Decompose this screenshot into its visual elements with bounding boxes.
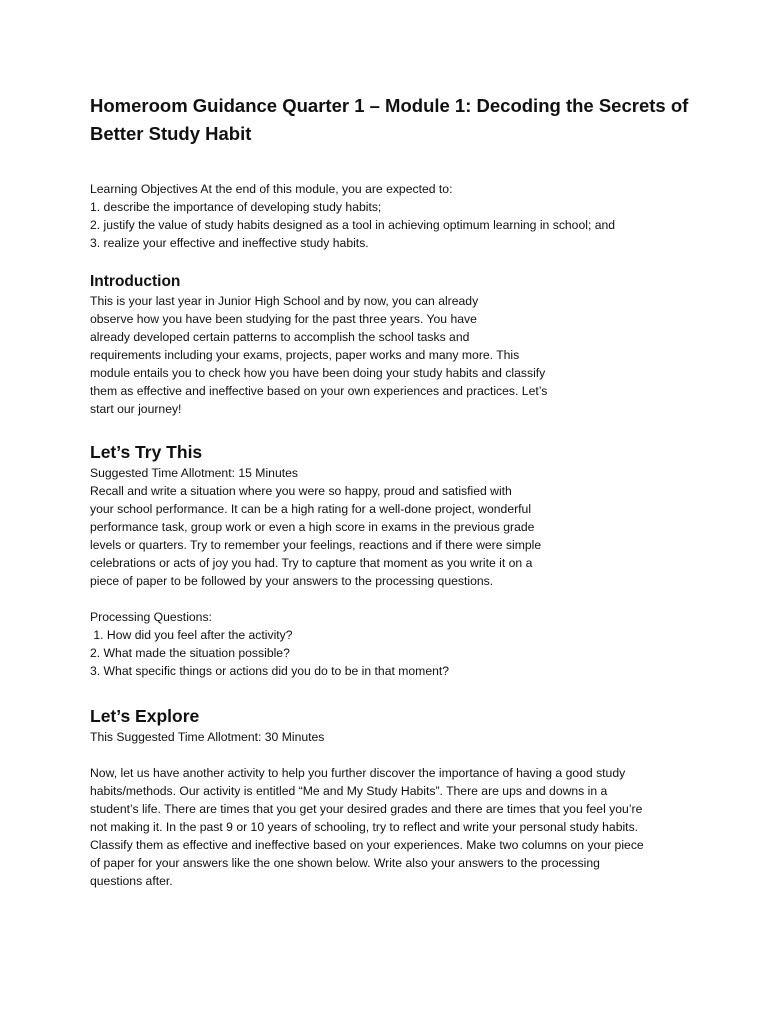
objective-item: 3. realize your effective and ineffective study habits. <box>90 236 369 250</box>
title-line: Homeroom Guidance Quarter 1 – Module 1: Decoding the Secrets of <box>90 95 689 116</box>
paragraph-line: already developed certain patterns to accomplish the school tasks and <box>90 330 470 344</box>
paragraph-line: habits/methods. Our activity is entitled “Me and My Study Habits”. There are ups and downs in a <box>90 784 608 798</box>
paragraph-line: questions after. <box>90 874 173 888</box>
lets-explore-body <box>90 764 730 890</box>
paragraph-line: start our journey! <box>90 402 182 416</box>
processing-heading: Processing Questions: <box>90 610 212 624</box>
document-title <box>90 92 730 148</box>
paragraph-line: piece of paper to be followed by your answers to the processing questions. <box>90 574 494 588</box>
document-page <box>90 92 730 890</box>
title-line: Better Study Habit <box>90 123 252 144</box>
question-item: 2. What made the situation possible? <box>90 646 290 660</box>
paragraph-line: requirements including your exams, projects, paper works and many more. This <box>90 348 520 362</box>
processing-questions <box>90 608 730 680</box>
lets-try-heading: Let’s Try This <box>90 442 203 462</box>
lets-try-body <box>90 464 730 590</box>
time-allotment: Suggested Time Allotment: 15 Minutes <box>90 466 298 480</box>
paragraph-line: your school performance. It can be a high rating for a well-done project, wonderful <box>90 502 532 516</box>
paragraph-line: levels or quarters. Try to remember your feelings, reactions and if there were simple <box>90 538 542 552</box>
lets-explore-heading: Let’s Explore <box>90 706 200 726</box>
paragraph-line: celebrations or acts of joy you had. Try to capture that moment as you write it on a <box>90 556 533 570</box>
question-item: 3. What specific things or actions did you do to be in that moment? <box>90 664 450 678</box>
paragraph-line: Recall and write a situation where you were so happy, proud and satisfied with <box>90 484 512 498</box>
paragraph-line: performance task, group work or even a high score in exams in the previous grade <box>90 520 535 534</box>
learning-objectives <box>90 180 730 252</box>
introduction-heading: Introduction <box>90 273 181 290</box>
question-item: 1. How did you feel after the activity? <box>90 628 293 642</box>
paragraph-line: not making it. In the past 9 or 10 years of schooling, try to reflect and write your personal study habits. <box>90 820 639 834</box>
introduction-body <box>90 292 730 418</box>
objective-item: 2. justify the value of study habits designed as a tool in achieving optimum learning in school; and <box>90 218 616 232</box>
objective-item: 1. describe the importance of developing study habits; <box>90 200 382 214</box>
paragraph-line: Classify them as effective and ineffective based on your experiences. Make two columns on your piece <box>90 838 644 852</box>
paragraph-line: module entails you to check how you have been doing your study habits and classify <box>90 366 546 380</box>
paragraph-line: them as effective and ineffective based on your own experiences and practices. Let’s <box>90 384 548 398</box>
objectives-intro: Learning Objectives At the end of this module, you are expected to: <box>90 182 453 196</box>
paragraph-line: This is your last year in Junior High School and by now, you can already <box>90 294 479 308</box>
paragraph-line: of paper for your answers like the one shown below. Write also your answers to the processing <box>90 856 600 870</box>
time-allotment: This Suggested Time Allotment: 30 Minutes <box>90 730 325 744</box>
paragraph-line: observe how you have been studying for the past three years. You have <box>90 312 477 326</box>
paragraph-line: Now, let us have another activity to help you further discover the importance of having a good study <box>90 766 626 780</box>
paragraph-line: student’s life. There are times that you get your desired grades and there are times that you feel you’re <box>90 802 643 816</box>
